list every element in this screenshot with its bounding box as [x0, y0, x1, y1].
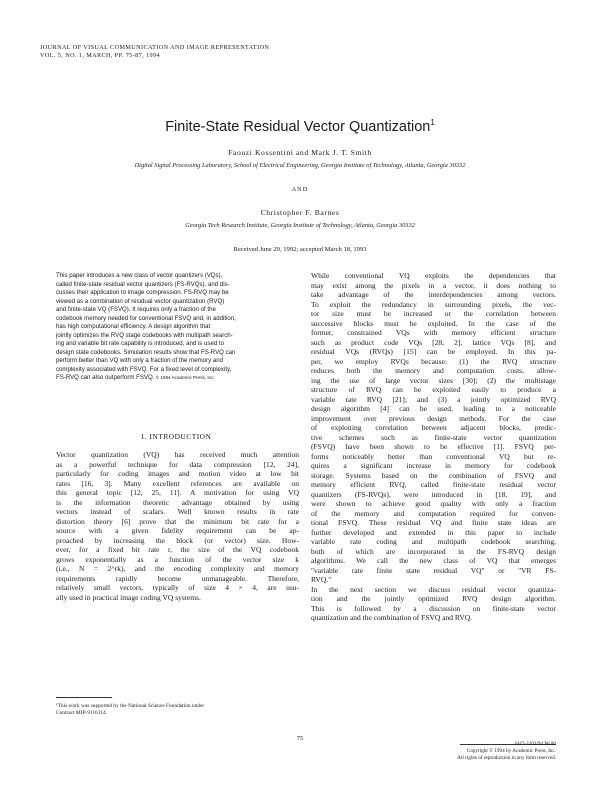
- body-text-line: ing the use of large vector sizes [30]; (2) the multistage: [311, 375, 556, 385]
- body-text-line: reduces both the memory and computation costs, allow-: [311, 366, 556, 375]
- paper-title-text: Finite-State Residual Vector Quantization: [165, 118, 431, 135]
- body-text-line: ever, for a fixed bit rate r, the size of the VQ codebook: [56, 545, 299, 554]
- body-text-line: quires a significant increase in memory for codebook: [311, 461, 556, 470]
- abstract-line: perform better than VQ with only a fraction of the memory and: [56, 357, 223, 364]
- body-text-line: (i.e., N = 2^rk), and the encoding complexity and memory: [56, 564, 299, 573]
- abstract-line: codebook memory needed for conventional FSVQ and, in addition,: [56, 314, 236, 322]
- publisher-note-line: Copyright © 1994 by Academic Press, Inc.: [466, 748, 556, 755]
- body-text-line: In the next section we discuss residual vector quantiza-: [311, 584, 556, 594]
- body-text-line: RVQ.": [311, 575, 332, 584]
- journal-issue: VOL. 5, NO. 1, MARCH, PP. 75-87, 1994: [40, 52, 160, 59]
- body-text-line: relatively small vectors, typically of size 4 × 4, are usu-: [56, 583, 299, 592]
- body-text-line: improvement over previous design methods. For the case: [311, 413, 556, 423]
- body-text-line: memory efficient RVQ, called finite-state residual vector: [311, 480, 556, 489]
- abstract-line: This paper introduces a new class of vector quantizers (VQs),: [56, 272, 223, 279]
- body-text-line: ally used in practical image coding VQ systems.: [56, 592, 201, 602]
- body-text-line: tion and the jointly optimized RVQ design algorithm.: [311, 594, 556, 603]
- abstract-line: cusses their application to image compression. FS-RVQ may be: [56, 289, 229, 296]
- body-text-line: "variable rate finite state residual VQ" or "VR FS-: [311, 565, 556, 575]
- body-text-line: residual VQs (RVQs) [15] can be employed. In this pa-: [311, 347, 556, 356]
- body-text-line: quantizers (FS-RVQs), were introduced in [18, 19], and: [311, 489, 556, 499]
- body-text-line: former, constrained VQs with memory efficient structure: [311, 328, 556, 337]
- footnote: [56, 703, 299, 717]
- publisher-note-line: 1047-3203/94 $6.00: [513, 741, 556, 747]
- body-text-line: forms noticeably better than conventional VQ but re-: [311, 451, 556, 461]
- journal-name: JOURNAL OF VISUAL COMMUNICATION AND IMAGE REPRESENTATION: [40, 44, 270, 51]
- abstract-line: and finite-state VQ (FSVQ). It requires only a fraction of the: [56, 306, 216, 313]
- footnote-rule: [56, 697, 112, 698]
- abstract-line: design state codebooks. Simulation results show that FS-RVQ can: [56, 348, 236, 356]
- body-text-line: algorithms. We call the new class of VQ that emerges: [311, 556, 556, 565]
- body-text-line: may exist among the pixels in a vector, it does nothing to: [311, 280, 556, 290]
- body-text-line: design algorithm [4] can be used, leading to a noticeable: [311, 404, 556, 413]
- affiliation-1: Digital Signal Processing Laboratory, School of Electrical Engineering, Georgia Institute of Technology, Atlanta, Georgia 30332: [134, 162, 466, 169]
- section-heading: 1. INTRODUCTION: [140, 432, 212, 441]
- body-text-line: tive schemes such as finite-state vector quantization: [311, 432, 556, 442]
- journal-header: [40, 44, 269, 60]
- body-text-line: were shown to achieve good quality with only a fraction: [311, 499, 556, 508]
- abstract-copyright: © 1994 Academic Press, Inc.: [154, 375, 215, 380]
- body-text-line: further developed and extended in this paper to include: [311, 527, 556, 537]
- paper-title: [0, 118, 600, 135]
- and-separator: AND: [291, 186, 309, 193]
- authors-line-2: Christopher F. Barnes: [260, 208, 340, 217]
- body-text-line: of exploiting correlation between adjacent blocks, predic-: [311, 423, 556, 432]
- body-text-line: as a powerful technique for data compression [12, 24],: [56, 459, 299, 469]
- body-text-line: grows exponentially as a function of the vector size k: [56, 554, 299, 564]
- abstract-line: jointly optimizes the RVQ stage codebooks with multipath search-: [56, 331, 233, 339]
- body-text-line: (FSVQ) have been shown to be effective [1]. FSVQ per-: [311, 442, 556, 451]
- abstract: [56, 272, 296, 383]
- abstract-line: called finite-state residual vector quantizers (FS-RVQs), and dis-: [56, 280, 230, 288]
- left-column-text: [56, 450, 299, 602]
- body-text-line: source with a given fidelity requirement can be ap-: [56, 526, 299, 535]
- body-text-line: To exploit the redundancy in surrounding pixels, the vec-: [311, 299, 556, 309]
- body-text-line: is the information theoretic advantage obtained by using: [56, 497, 299, 507]
- body-text-line: rates [16, 3]. Many excellent references are available on: [56, 478, 299, 488]
- body-text-line: such as product code VQs [28, 2], lattice VQs [8], and: [311, 337, 556, 347]
- abstract-line: viewed as a combination of residual vector quantization (RVQ): [56, 297, 225, 305]
- body-text-line: both of which are incorporated in the FS-RVQ design: [311, 546, 556, 556]
- body-text-line: While conventional VQ exploits the dependencies that: [311, 271, 556, 280]
- received-date: Received June 29, 1992; accepted March 18, 1993: [233, 246, 367, 253]
- abstract-line: ing and variable bit rate capability is introduced, and is used to: [56, 340, 225, 347]
- affiliation-2: Georgia Tech Research Institute, Georgia Institute of Technology, Atlanta, Georgia 30332: [185, 222, 415, 229]
- body-text-line: storage. Systems based on the combination of FSVQ and: [311, 470, 556, 480]
- body-text-line: per, we employ RVQs because: (1) the RVQ structure: [311, 356, 556, 366]
- body-text-line: vectors instead of scalars. Well known results in rate: [56, 507, 299, 516]
- body-text-line: requirements rapidly become unmanageable. Therefore,: [56, 573, 299, 583]
- publisher-note: [380, 741, 556, 763]
- abstract-line: complexity associated with FSVQ. For a fixed level of complexity,: [56, 365, 232, 373]
- abstract-line: FS-RVQ can also outperform FSVQ. © 1994 Academic Press, Inc.: [56, 374, 215, 381]
- body-text-line: of the memory and computation required for conven-: [311, 508, 556, 518]
- footnote-line: ¹This work was supported by the National Science Foundation under: [56, 703, 205, 709]
- body-text-line: particularly for coding images and motion video at low bit: [56, 469, 299, 478]
- right-column-text: [311, 271, 556, 623]
- body-text-line: tor size must be increased or the correlation between: [311, 309, 556, 318]
- body-text-line: tional FSVQ. These residual VQ and finite state ideas are: [311, 518, 556, 527]
- body-text-line: quantization and the combination of FSVQ and RVQ.: [311, 613, 473, 622]
- authors-line-1: Faouzi Kossentini and Mark J. T. Smith: [228, 148, 372, 157]
- abstract-line: has high computational efficiency. A design algorithm that: [56, 323, 211, 330]
- footnote-line: Contract MIP-9116114.: [56, 710, 108, 716]
- body-text-line: take advantage of the interdependencies among vectors.: [311, 290, 556, 299]
- body-text-line: variable rate RVQ [21]; and (3) a jointly optimized RVQ: [311, 394, 556, 404]
- body-text-line: structure of RVQ can be exploited easily to produce a: [311, 385, 556, 394]
- body-text-line: variable rate coding and multipath codebook searching,: [311, 537, 556, 546]
- body-text-line: distortion theory [6] prove that the minimum bit rate for a: [56, 516, 299, 526]
- page-number: 75: [296, 735, 304, 742]
- body-text-line: Vector quantization (VQ) has received much attention: [56, 450, 299, 459]
- body-text-line: This is followed by a discussion on finite-state vector: [311, 603, 556, 613]
- publisher-note-line: All rights of reproduction in any form reserved.: [457, 755, 556, 762]
- body-text-line: proached by increasing the block (or vector) size. How-: [56, 535, 299, 545]
- title-footnote-mark: 1: [430, 118, 435, 127]
- body-text-line: successive blocks must be exploited. In the case of the: [311, 318, 556, 328]
- body-text-line: this general topic [12, 25, 11]. A motivation for using VQ: [56, 488, 299, 497]
